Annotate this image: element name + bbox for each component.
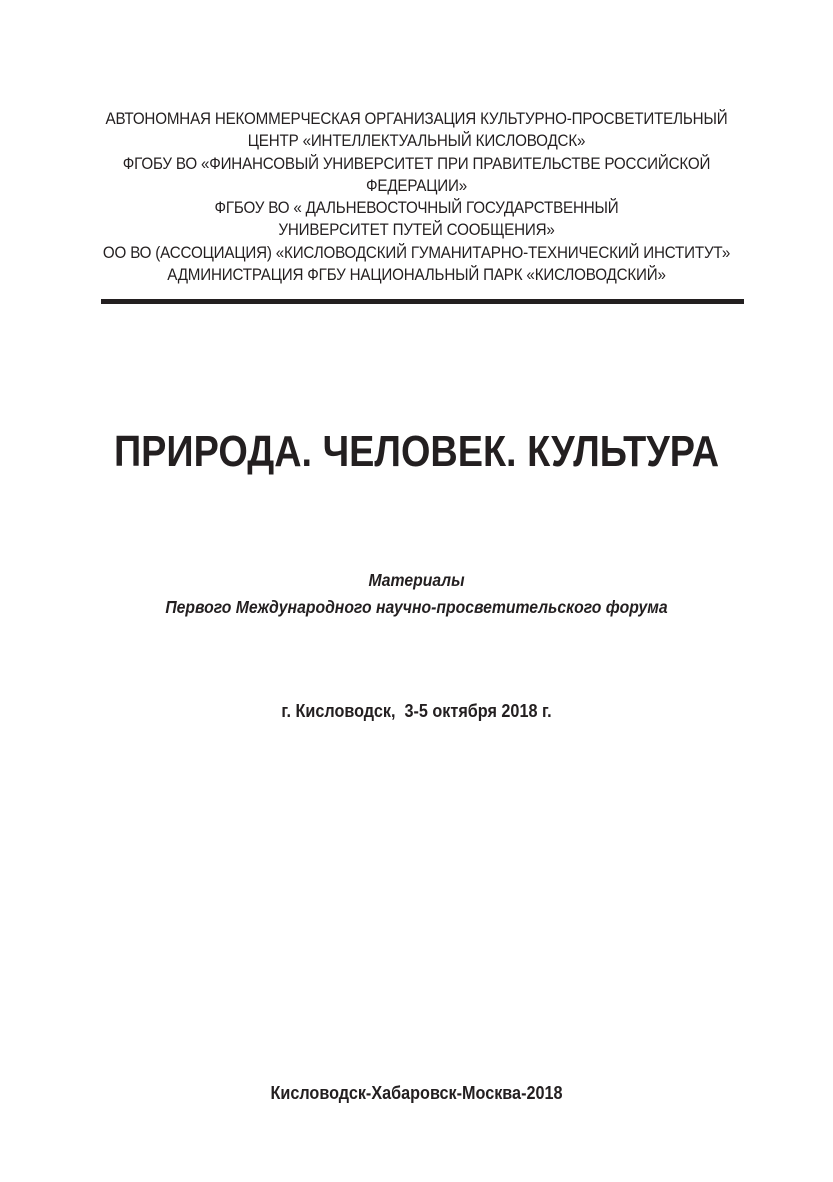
subtitle-line: Первого Международного научно-просветительского форума [165,597,668,617]
organizer-line: ЦЕНТР «ИНТЕЛЛЕКТУАЛЬНЫЙ КИСЛОВОДСК» [247,132,586,151]
organizer-line: АВТОНОМНАЯ НЕКОММЕРЧЕСКАЯ ОРГАНИЗАЦИЯ КУЛЬТУРНО-ПРОСВЕТИТЕЛЬНЫЙ [105,110,728,128]
organizer-line: ФЕДЕРАЦИИ» [366,176,467,195]
main-title: ПРИРОДА. ЧЕЛОВЕК. КУЛЬТУРА [113,427,720,476]
subtitle-line: Материалы [368,570,465,590]
organizer-line: ФГОБУ ВО «ФИНАНСОВЫЙ УНИВЕРСИТЕТ ПРИ ПРАВИТЕЛЬСТВЕ РОССИЙСКОЙ [122,154,711,173]
place-and-date: г. Кисловодск, 3-5 октября 2018 г. [281,701,552,721]
organizer-line: ФГБОУ ВО « ДАЛЬНЕВОСТОЧНЫЙ ГОСУДАРСТВЕННЫЙ [214,199,619,218]
subtitle-block [96,567,738,621]
organizers-block [89,108,745,286]
organizer-line: ОО ВО (АССОЦИАЦИЯ) «КИСЛОВОДСКИЙ ГУМАНИТАРНО-ТЕХНИЧЕСКИЙ ИНСТИТУТ» [102,243,731,262]
organizer-line: УНИВЕРСИТЕТ ПУТЕЙ СООБЩЕНИЯ» [278,221,555,240]
horizontal-rule [101,299,744,304]
imprint: Кисловодск-Хабаровск-Москва-2018 [270,1083,563,1103]
organizer-line: АДМИНИСТРАЦИЯ ФГБУ НАЦИОНАЛЬНЫЙ ПАРК «КИСЛОВОДСКИЙ» [167,266,666,285]
